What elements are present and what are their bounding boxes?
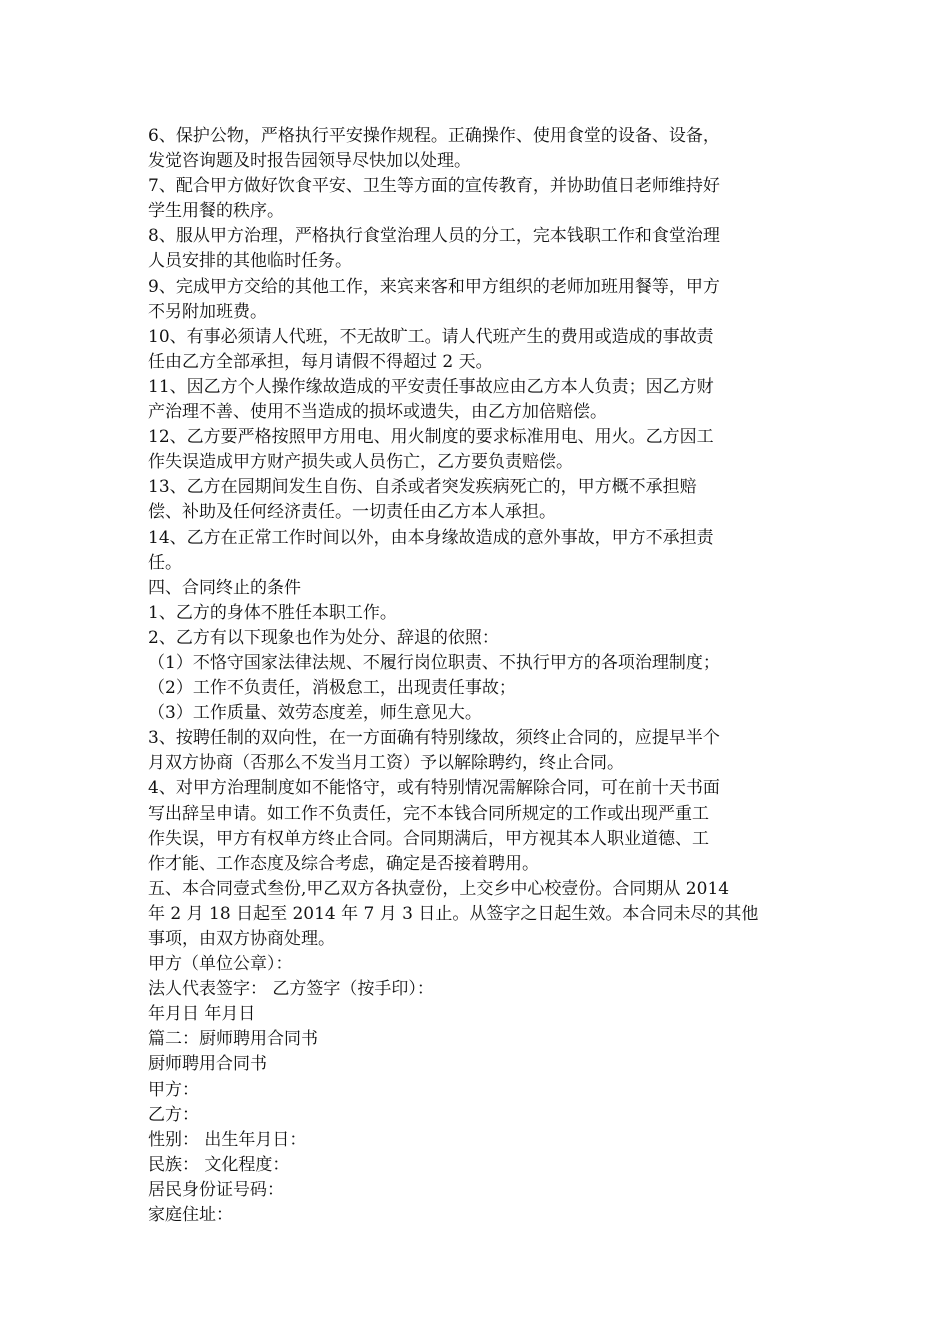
text-line: 人员安排的其他临时任务。: [148, 251, 352, 272]
text-line: 学生用餐的秩序。: [148, 201, 284, 222]
section-heading: 篇二：厨师聘用合同书: [148, 1029, 318, 1050]
text-line: 11、因乙方个人操作缘故造成的平安责任事故应由乙方本人负责；因乙方财: [148, 376, 714, 397]
field-ethnicity-education: 民族： 文化程度：: [148, 1154, 290, 1175]
text-line: （1）不恪守国家法律法规、不履行岗位职责、不执行甲方的各项治理制度；: [148, 652, 720, 673]
text-line: 产治理不善、使用不当造成的损坏或遗失，由乙方加倍赔偿。: [148, 402, 607, 423]
text-line: 写出辞呈申请。如工作不负责任，完不本钱合同所规定的工作或出现严重工: [148, 803, 709, 824]
text-line: 作才能、工作态度及综合考虑，确定是否接着聘用。: [148, 853, 539, 874]
text-line: 10、有事必须请人代班，不无故旷工。请人代班产生的费用或造成的事故责: [148, 326, 714, 347]
field-party-a: 甲方：: [148, 1079, 199, 1100]
text-line: 12、乙方要严格按照甲方用电、用火制度的要求标准用电、用火。乙方因工: [148, 427, 714, 448]
field-party-b: 乙方：: [148, 1104, 199, 1125]
text-line: 3、按聘任制的双向性，在一方面确有特别缘故，须终止合同的，应提早半个: [148, 728, 720, 749]
text-line: 6、保护公物，严格执行平安操作规程。正确操作、使用食堂的设备、设备，: [148, 126, 720, 146]
text-line: 4、对甲方治理制度如不能恪守，或有特别情况需解除合同，可在前十天书面: [148, 778, 720, 799]
document-body: [148, 124, 808, 1228]
field-home-address: 家庭住址：: [148, 1205, 233, 1226]
text-line: 7、配合甲方做好饮食平安、卫生等方面的宣传教育，并协助值日老师维持好: [148, 176, 720, 197]
text-line: 月双方协商（否那么不发当月工资）予以解除聘约，终止合同。: [148, 753, 624, 774]
text-line: 不另附加班费。: [148, 301, 267, 322]
text-line: 任由乙方全部承担，每月请假不得超过 2 天。: [148, 351, 493, 372]
section-heading: 五、本合同壹式叁份,甲乙双方各执壹份，上交乡中心校壹份。合同期从 2014: [148, 878, 730, 899]
text-line: 9、完成甲方交给的其他工作，来宾来客和甲方组织的老师加班用餐等，甲方: [148, 276, 720, 297]
text-line: 作失误造成甲方财产损失或人员伤亡，乙方要负责赔偿。: [148, 452, 573, 473]
text-line: （3）工作质量、效劳态度差，师生意见大。: [148, 703, 482, 724]
signature-line: 法人代表签字： 乙方签字（按手印）：: [148, 979, 434, 1000]
text-line: 年 2 月 18 日起至 2014 年 7 月 3 日止。从签字之日起生效。本合同未尽的其他: [148, 903, 759, 924]
text-line: 8、服从甲方治理，严格执行食堂治理人员的分工，完本钱职工作和食堂治理: [148, 226, 720, 247]
text-line: （2）工作不负责任，消极怠工，出现责任事故；: [148, 678, 516, 699]
text-line: 作失误，甲方有权单方终止合同。合同期满后，甲方视其本人职业道德、工: [148, 828, 709, 849]
text-line: 14、乙方在正常工作时间以外，由本身缘故造成的意外事故，甲方不承担责: [148, 527, 714, 548]
field-id-number: 居民身份证号码：: [148, 1179, 284, 1200]
text-line: 偿、补助及任何经济责任。一切责任由乙方本人承担。: [148, 502, 556, 523]
text-line: 发觉咨询题及时报告园领导尽快加以处理。: [148, 151, 471, 172]
date-line: 年月日 年月日: [148, 1004, 256, 1025]
signature-party-a: 甲方（单位公章）：: [148, 954, 293, 975]
document-title: 厨师聘用合同书: [148, 1054, 267, 1075]
text-line: 1、乙方的身体不胜任本职工作。: [148, 602, 397, 623]
text-line: 事项，由双方协商处理。: [148, 929, 335, 949]
text-line: 任。: [148, 552, 182, 573]
text-line: 13、乙方在园期间发生自伤、自杀或者突发疾病死亡的，甲方概不承担赔: [148, 477, 697, 498]
section-heading: 四、合同终止的条件: [148, 577, 301, 598]
field-gender-birthdate: 性别： 出生年月日：: [148, 1129, 307, 1150]
text-line: 2、乙方有以下现象也作为处分、辞退的依照：: [148, 627, 499, 648]
